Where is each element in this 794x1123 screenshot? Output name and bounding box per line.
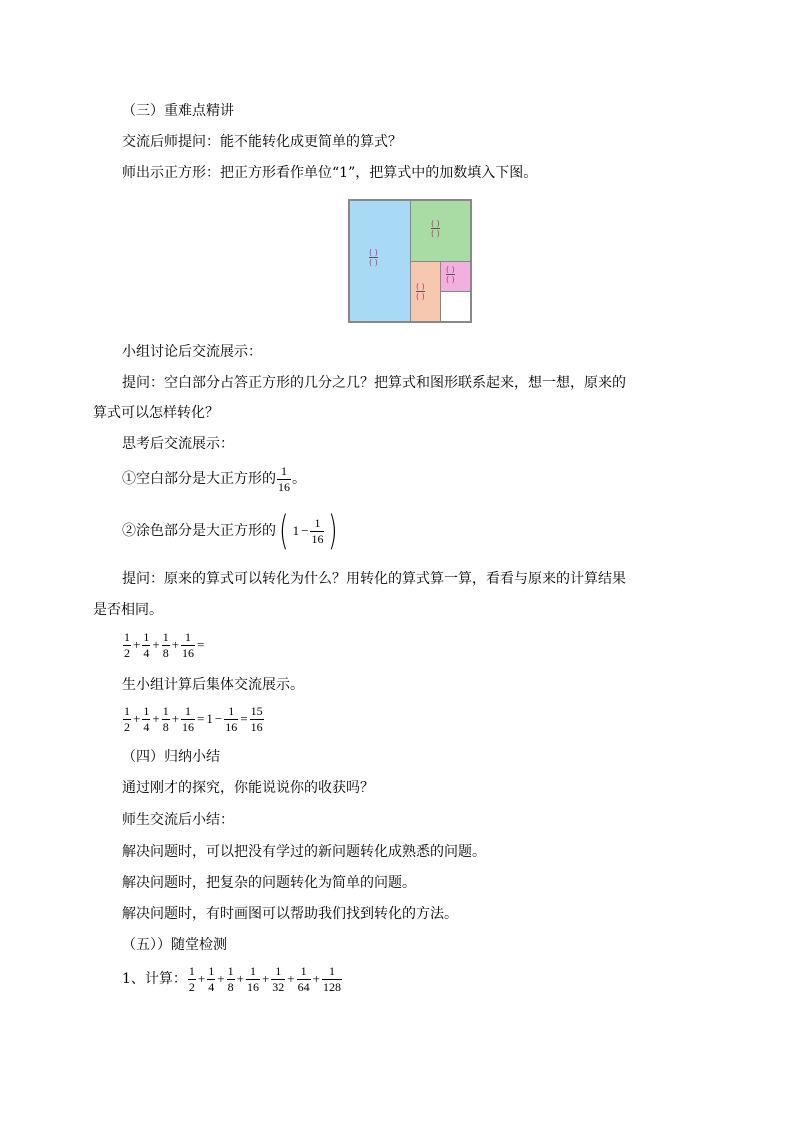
fraction-1-8: $\frac{1}{8}$ — [162, 703, 169, 734]
think-prompt: 思考后交流展示： — [122, 436, 234, 452]
question-convert-line2: 是否相同。 — [93, 602, 163, 618]
fraction-1-16: $\frac{1}{16}$ — [246, 963, 259, 994]
fraction-1-2: $\frac{1}{2}$ — [124, 629, 130, 660]
converted-expression: $\frac{1}{2}$ + $\frac{1}{4}$ + $\frac{1}{8}$ + $\frac{1}{16}$ = 1 − $\frac{1}{16}$ = $\frac{15}{16}$ — [124, 703, 263, 734]
empty-region — [440, 291, 471, 322]
exercise-1: 1、计算： $\frac{1}{2}$ + $\frac{1}{4}$ + $\frac{1}{8}$ + $\frac{1}{16}$ + $\frac{1}{32}$ + $\frac{1}{64}$ + $\frac{1}{128}$ — [122, 963, 341, 994]
question-blank-part-line2: 算式可以怎样转化？ — [93, 405, 219, 421]
fraction-1-16: $\frac{1}{16}$ — [182, 629, 195, 660]
group-calc-note: 生小组计算后集体交流展示。 — [122, 677, 304, 693]
item-shaded-fraction: ②涂色部分是大正方形的( 1 − $\frac{1}{16}$ ) — [122, 508, 338, 554]
fraction-1-128: $\frac{1}{128}$ — [322, 963, 341, 994]
original-expression: $\frac{1}{2}$ + $\frac{1}{4}$ + $\frac{1}{8}$ + $\frac{1}{16}$ = — [124, 629, 205, 660]
fraction-1-4: $\frac{1}{4}$ — [143, 703, 150, 734]
fraction-1-2: $\frac{1}{2}$ — [124, 703, 130, 734]
half-blank-fraction: ( ) ( ) — [369, 248, 378, 267]
question-convert-line1: 提问：原来的算式可以转化为什么？用转化的算式算一算，看看与原来的计算结果 — [122, 571, 626, 587]
fraction-1-16: $\frac{1}{16}$ — [278, 463, 290, 494]
question-simplify: 交流后师提问：能不能转化成更简单的算式？ — [122, 134, 402, 150]
fraction-1-4: $\frac{1}{4}$ — [208, 963, 215, 994]
question-blank-part-line1: 提问：空白部分占答正方形的几分之几？把算式和图形联系起来，想一想，原来的 — [122, 375, 626, 391]
item-blank-fraction: ①空白部分是大正方形的 $\frac{1}{16}$ 。 — [122, 463, 306, 494]
fraction-1-16: $\frac{1}{16}$ — [225, 703, 238, 734]
fraction-1-32: $\frac{1}{32}$ — [272, 963, 285, 994]
section-heading-3: （三）重难点精讲 — [122, 103, 234, 119]
eighth-blank-fraction: ( ) ( ) — [416, 282, 425, 301]
section-heading-5: （五））随堂检测 — [122, 937, 227, 953]
fraction-1-16: $\frac{1}{16}$ — [182, 703, 195, 734]
half-region — [349, 200, 411, 322]
unit-square-diagram — [348, 199, 472, 323]
fraction-1-16: $\frac{1}{16}$ — [311, 515, 324, 546]
sixteenth-blank-fraction: ( ) ( ) — [446, 265, 455, 284]
summary-point-3: 解决问题时，有时画图可以帮助我们找到转化的方法。 — [122, 906, 458, 922]
exercise-label: 1、计算： — [122, 971, 187, 987]
fraction-15-16: $\frac{15}{16}$ — [250, 703, 263, 734]
item1-label: ①空白部分是大正方形的 — [122, 471, 276, 487]
fraction-1-8: $\frac{1}{8}$ — [162, 629, 169, 660]
discussion-prompt: 小组讨论后交流展示： — [122, 344, 262, 360]
sixteenth-region — [440, 261, 471, 292]
quarter-blank-fraction: ( ) ( ) — [431, 219, 440, 238]
summary-point-1: 解决问题时，可以把没有学过的新问题转化成熟悉的问题。 — [122, 844, 486, 860]
item2-label: ②涂色部分是大正方形的 — [122, 523, 276, 539]
summary-point-2: 解决问题时，把复杂的问题转化为简单的问题。 — [122, 875, 416, 891]
fraction-1-2: $\frac{1}{2}$ — [188, 963, 195, 994]
eighth-region — [410, 261, 441, 322]
quarter-region — [410, 200, 471, 262]
section-heading-4: （四）归纳小结 — [122, 749, 220, 765]
summary-question: 通过刚才的探究，你能说说你的收获吗？ — [122, 780, 374, 796]
summary-intro: 师生交流后小结： — [122, 812, 234, 828]
fraction-1-8: $\frac{1}{8}$ — [227, 963, 234, 994]
fraction-1-64: $\frac{1}{64}$ — [297, 963, 310, 994]
fraction-1-4: $\frac{1}{4}$ — [143, 629, 150, 660]
instruction-square: 师出示正方形：把正方形看作单位“1”，把算式中的加数填入下图。 — [122, 165, 538, 181]
